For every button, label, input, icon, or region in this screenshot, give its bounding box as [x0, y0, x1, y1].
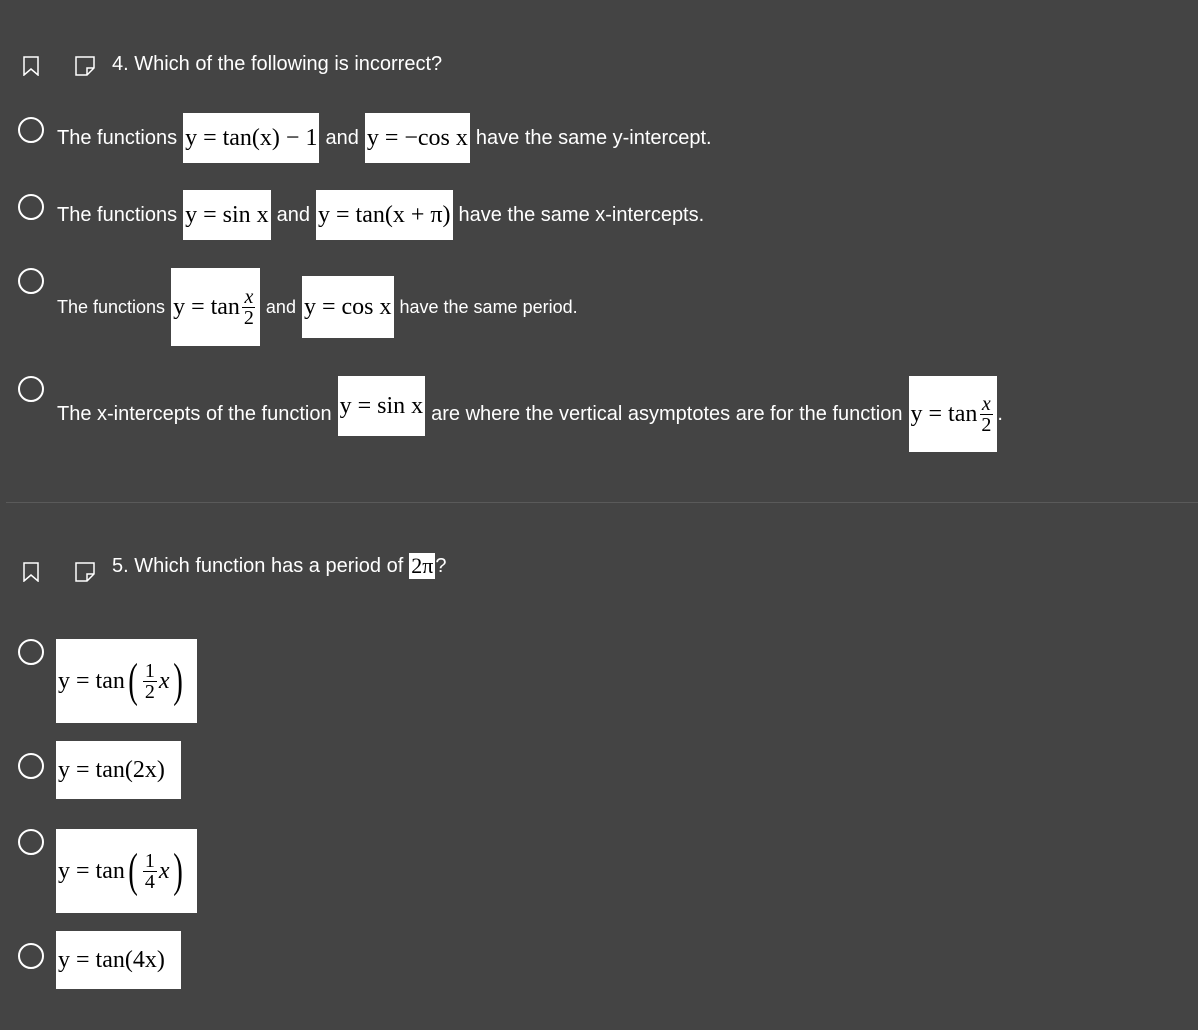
radio-icon[interactable]	[18, 117, 44, 143]
option-text: have the same y-intercept.	[475, 126, 712, 149]
question-5-title: 5. Which function has a period of 2π ?	[112, 553, 447, 578]
option-text: The x-intercepts of the function	[57, 402, 332, 425]
radio-icon[interactable]	[18, 943, 44, 969]
math-expression: y = sin x	[338, 376, 426, 436]
option-text: The functions	[57, 203, 178, 226]
q4-option-3[interactable]	[57, 268, 578, 346]
math-expression: y = sin x	[183, 190, 271, 240]
q4-option-4[interactable]	[57, 376, 1003, 452]
option-text: are where the vertical asymptotes are for the function	[431, 402, 903, 425]
option-text: and	[265, 296, 296, 317]
radio-icon[interactable]	[18, 639, 44, 665]
math-expression: y = tan(x) − 1	[183, 113, 319, 163]
radio-icon[interactable]	[18, 829, 44, 855]
radio-icon[interactable]	[18, 268, 44, 294]
bookmark-icon[interactable]	[23, 56, 39, 76]
q5-option-4[interactable]: y = tan(4x)	[56, 931, 181, 989]
note-icon[interactable]	[75, 562, 95, 582]
q4-option-1[interactable]	[57, 113, 712, 163]
q5-option-3[interactable]: y = tan ( $\frac{1}{4}$ x )	[56, 829, 197, 913]
math-expression: y = tan $\frac{x}{2}$	[171, 268, 260, 346]
radio-icon[interactable]	[18, 376, 44, 402]
bookmark-icon[interactable]	[23, 562, 39, 582]
radio-icon[interactable]	[18, 753, 44, 779]
radio-icon[interactable]	[18, 194, 44, 220]
option-text: have the same period.	[399, 296, 578, 317]
question-divider	[6, 502, 1198, 503]
q5-option-2[interactable]: y = tan(2x)	[56, 741, 181, 799]
option-text: and	[325, 126, 359, 149]
note-icon[interactable]	[75, 56, 95, 76]
option-text: The functions	[57, 126, 178, 149]
option-text: .	[997, 402, 1003, 425]
question-4-title: 4. Which of the following is incorrect?	[112, 53, 443, 75]
math-expression: y = tan $\frac{x}{2}$	[909, 376, 998, 452]
option-text: have the same x-intercepts.	[458, 203, 705, 226]
math-expression: y = −cos x	[365, 113, 470, 163]
math-expression: y = cos x	[302, 276, 394, 338]
option-text: and	[276, 203, 310, 226]
math-expression: y = tan(x + π)	[316, 190, 453, 240]
q5-option-1[interactable]: y = tan ( $\frac{1}{2}$ x )	[56, 639, 197, 723]
q4-option-2[interactable]	[57, 190, 704, 240]
math-expression: 2π	[411, 553, 434, 578]
option-text: The functions	[57, 296, 166, 317]
